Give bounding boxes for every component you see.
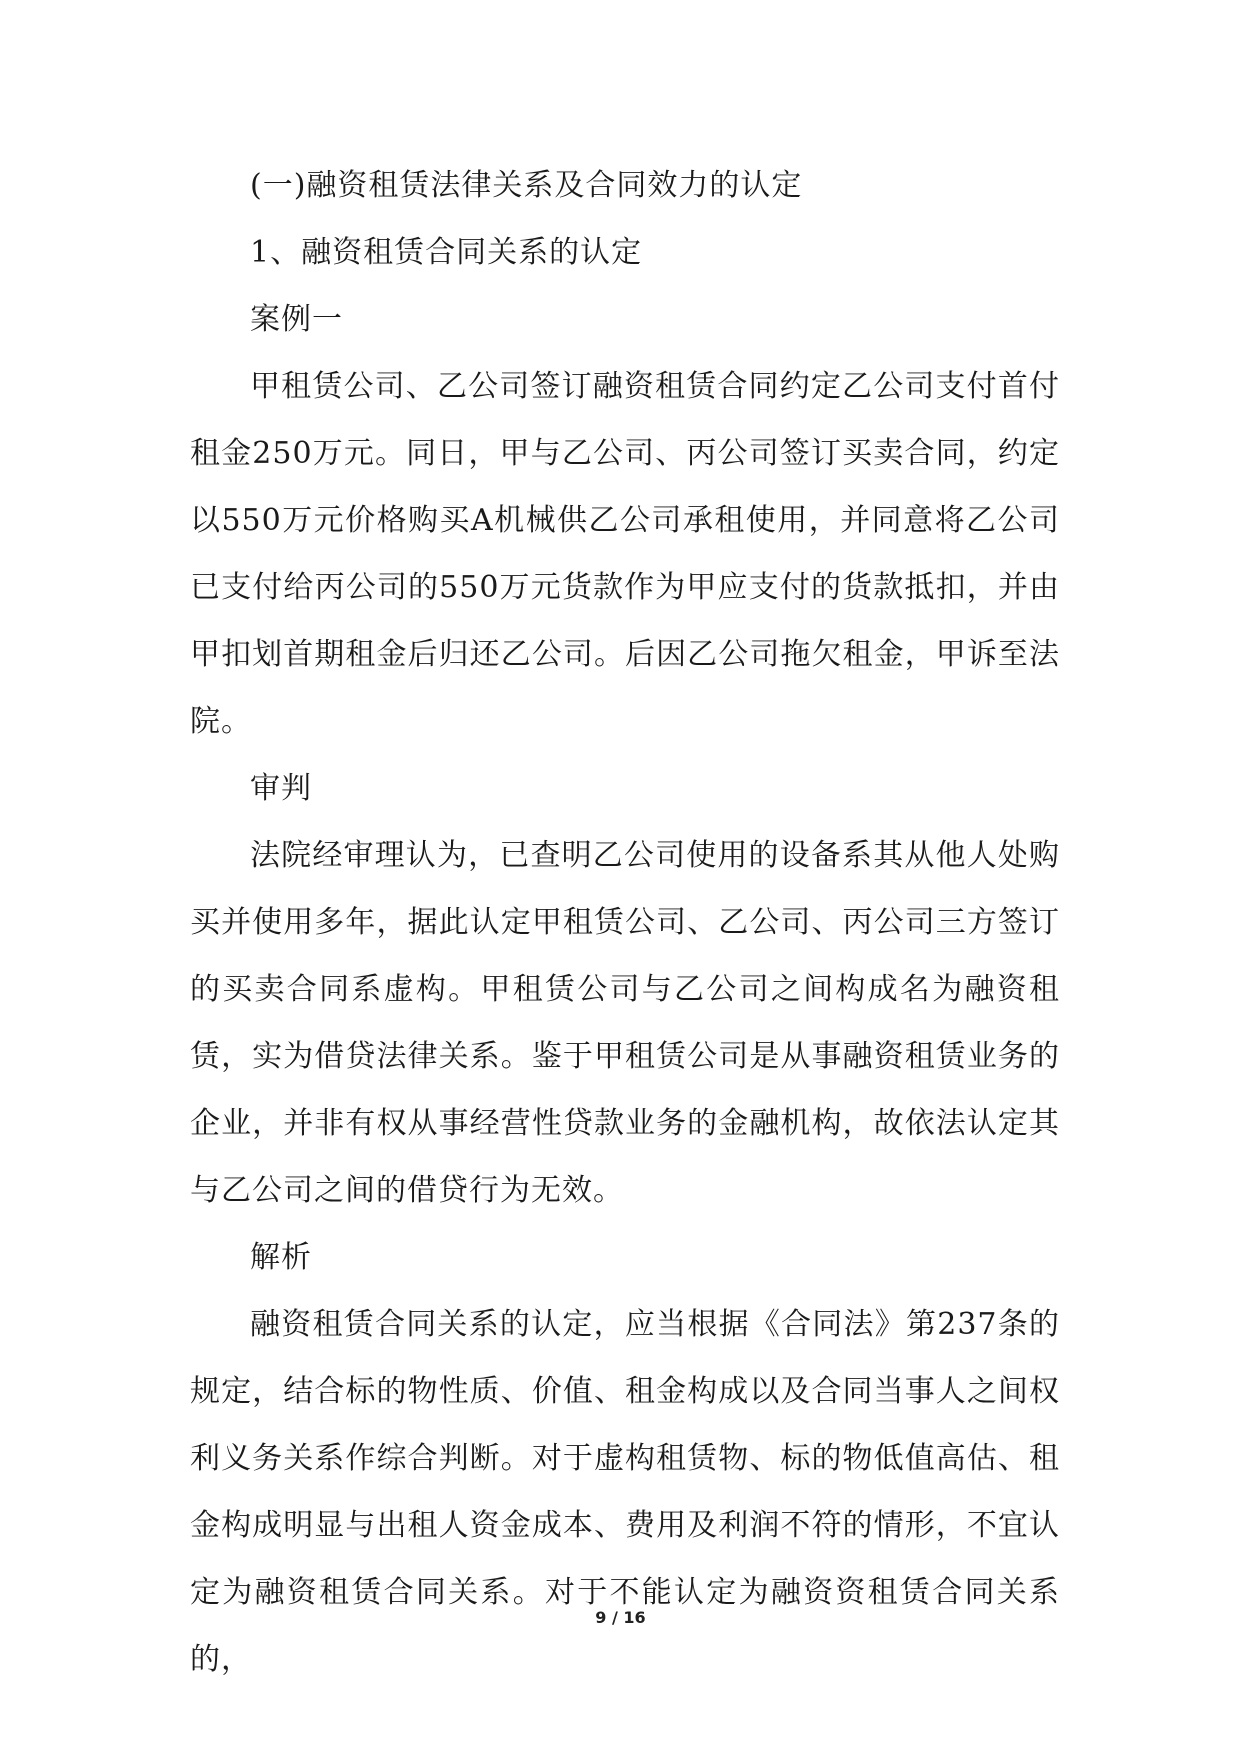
case-facts-paragraph: 甲租赁公司、乙公司签订融资租赁合同约定乙公司支付首付租金250万元。同日，甲与乙公司、丙公司签订买卖合同，约定以550万元价格购买A机械供乙公司承租使用，并同意将乙公司已支付给丙公司的550万元货款作为甲应支付的货款抵扣，并由甲扣划首期租金后归还乙公司。后因乙公司拖欠租金，甲诉至法院。 [190,369,1060,739]
document-body [190,152,1060,1693]
analysis-paragraph: 融资租赁合同关系的认定，应当根据《合同法》第237条的规定，结合标的物性质、价值、租金构成以及合同当事人之间权利义务关系作综合判断。对于虚构租赁物、标的物低值高估、租金构成明显与出租人资金成本、费用及利润不符的情形，不宜认定为融资租赁合同关系。对于不能认定为融资资租赁合同关系的， [190,1307,1060,1677]
judgment-paragraph: 法院经审理认为，已查明乙公司使用的设备系其从他人处购买并使用多年，据此认定甲租赁公司、乙公司、丙公司三方签订的买卖合同系虚构。甲租赁公司与乙公司之间构成名为融资租赁，实为借贷法律关系。鉴于甲租赁公司是从事融资租赁业务的企业，并非有权从事经营性贷款业务的金融机构，故依法认定其与乙公司之间的借贷行为无效。 [190,838,1060,1208]
case-title: 案例一 [250,302,343,337]
subsection-heading: 1、融资租赁合同关系的认定 [250,235,643,270]
judgment-heading: 审判 [250,771,312,806]
section-heading: (一)融资租赁法律关系及合同效力的认定 [250,168,803,203]
analysis-heading: 解析 [250,1240,312,1275]
page-number: 9 / 16 [595,1608,646,1627]
